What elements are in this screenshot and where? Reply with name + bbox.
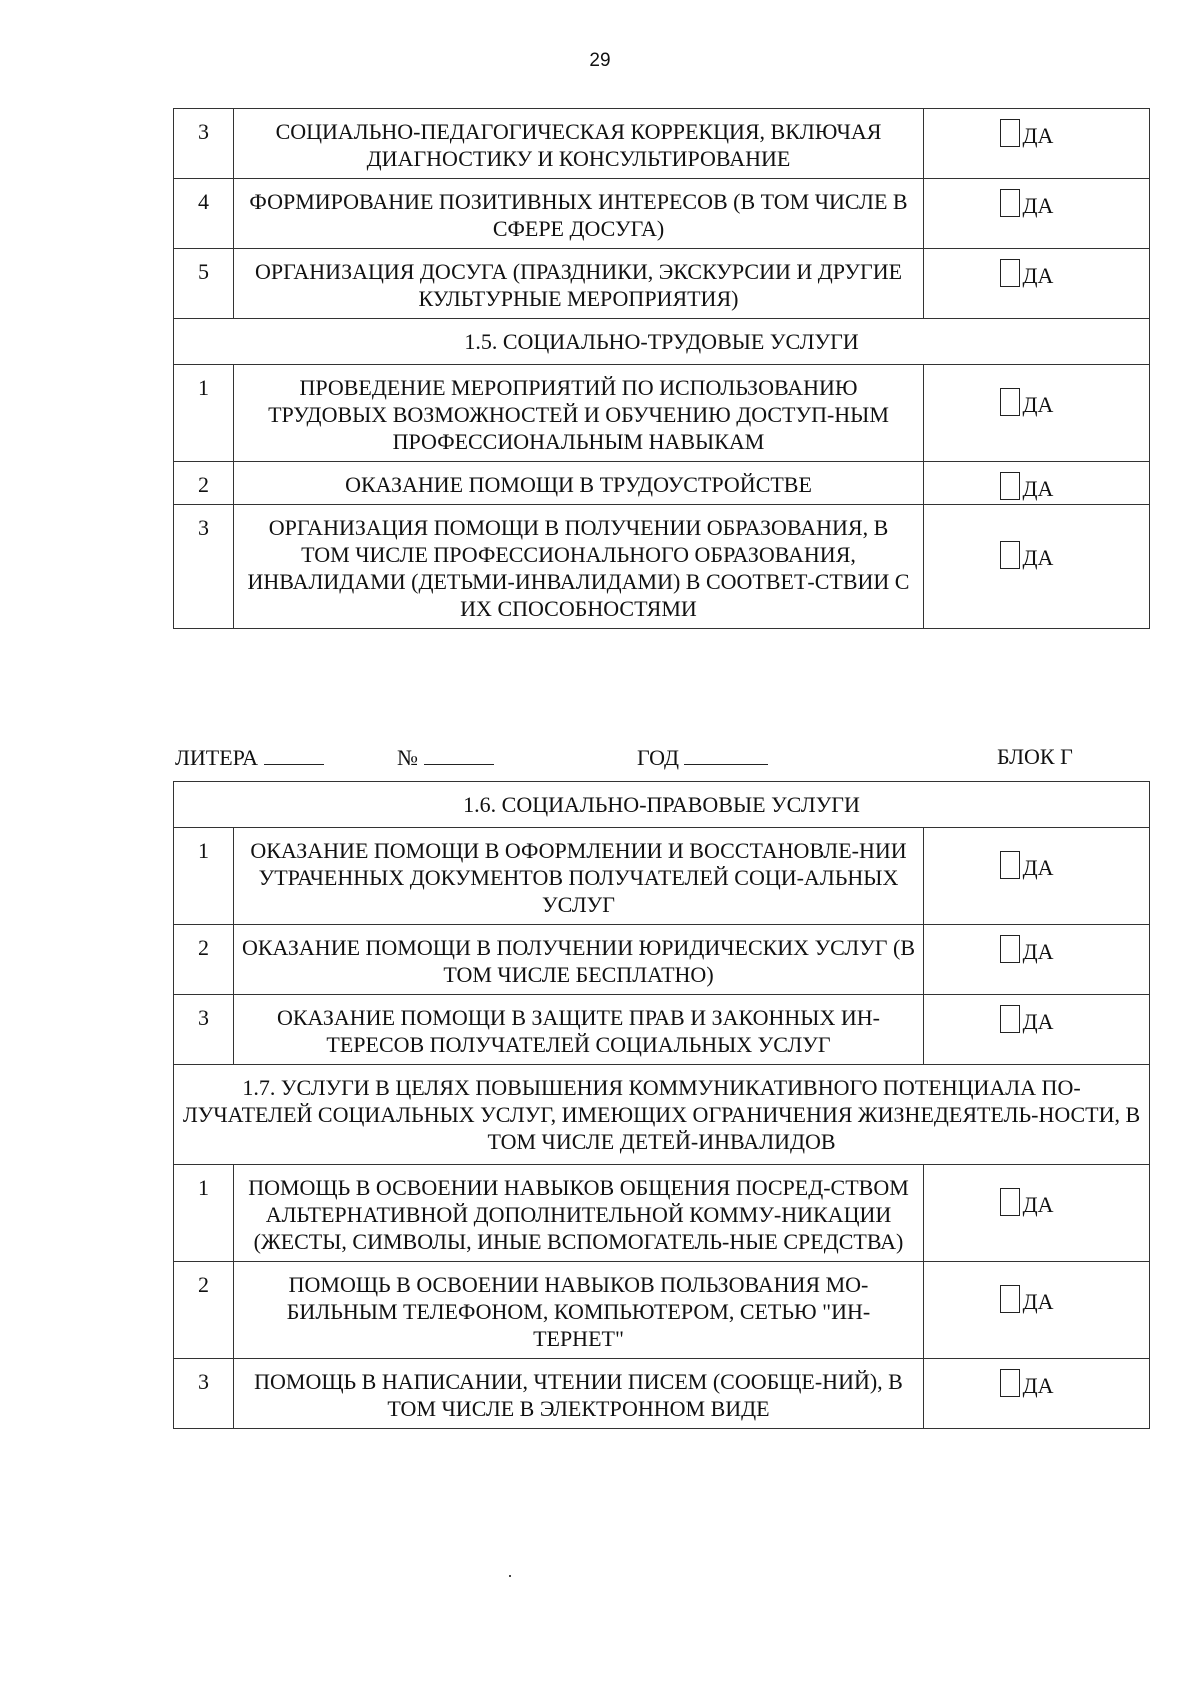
row-number: 3	[174, 1359, 234, 1429]
yes-checkbox-group[interactable]	[904, 189, 1149, 217]
yes-checkbox[interactable]	[1000, 388, 1020, 416]
page-number: 29	[589, 50, 611, 71]
year-field[interactable]	[637, 744, 768, 771]
yes-label: ДА	[1022, 855, 1054, 880]
yes-checkbox[interactable]	[1000, 851, 1020, 879]
yes-checkbox[interactable]	[1000, 1005, 1020, 1033]
section-header-row	[174, 1065, 1150, 1165]
yes-checkbox-group[interactable]	[904, 388, 1149, 416]
yes-checkbox-group[interactable]	[904, 935, 1149, 963]
service-description: СОЦИАЛЬНО-ПЕДАГОГИЧЕСКАЯ КОРРЕКЦИЯ, ВКЛЮЧАЯ ДИАГНОСТИКУ И КОНСУЛЬТИРОВАНИЕ	[234, 109, 924, 179]
yes-checkbox-group[interactable]	[904, 119, 1149, 147]
service-description: ПОМОЩЬ В НАПИСАНИИ, ЧТЕНИИ ПИСЕМ (СООБЩЕ-НИЙ), В ТОМ ЧИСЛЕ В ЭЛЕКТРОННОМ ВИДЕ	[234, 1359, 924, 1429]
answer-cell	[924, 109, 1150, 179]
block-label: БЛОК Г	[997, 744, 1073, 769]
yes-label: ДА	[1022, 1373, 1054, 1398]
service-description: ПОМОЩЬ В ОСВОЕНИИ НАВЫКОВ ОБЩЕНИЯ ПОСРЕД-СТВОМ АЛЬТЕРНАТИВНОЙ ДОПОЛНИТЕЛЬНОЙ КОММУ-НИКАЦИИ (ЖЕСТЫ, СИМВОЛЫ, ИНЫЕ ВСПОМОГАТЕЛЬ-НЫЕ СРЕДСТВА)	[234, 1165, 924, 1262]
answer-cell	[924, 925, 1150, 995]
litera-field[interactable]	[175, 744, 324, 771]
row-number: 2	[174, 925, 234, 995]
litera-label: ЛИТЕРА	[175, 745, 258, 770]
yes-checkbox-group[interactable]	[904, 1369, 1149, 1397]
litera-blank[interactable]	[264, 744, 324, 765]
answer-cell	[924, 365, 1150, 462]
row-number: 2	[174, 462, 234, 505]
service-description: ФОРМИРОВАНИЕ ПОЗИТИВНЫХ ИНТЕРЕСОВ (В ТОМ ЧИСЛЕ В СФЕРЕ ДОСУГА)	[234, 179, 924, 249]
service-row	[174, 365, 1150, 462]
service-description: ОКАЗАНИЕ ПОМОЩИ В ОФОРМЛЕНИИ И ВОССТАНОВЛЕ-НИИ УТРАЧЕННЫХ ДОКУМЕНТОВ ПОЛУЧАТЕЛЕЙ СОЦИ-АЛЬНЫХ УСЛУГ	[234, 828, 924, 925]
yes-label: ДА	[1022, 545, 1054, 570]
services-table-top-body	[174, 109, 1150, 629]
row-number: 3	[174, 505, 234, 629]
row-number: 5	[174, 249, 234, 319]
services-table-top	[173, 108, 1150, 629]
service-row	[174, 828, 1150, 925]
service-description: ОКАЗАНИЕ ПОМОЩИ В ЗАЩИТЕ ПРАВ И ЗАКОННЫХ ИН-ТЕРЕСОВ ПОЛУЧАТЕЛЕЙ СОЦИАЛЬНЫХ УСЛУГ	[234, 995, 924, 1065]
yes-label: ДА	[1022, 1009, 1054, 1034]
answer-cell	[924, 249, 1150, 319]
row-number: 3	[174, 109, 234, 179]
yes-label: ДА	[1022, 476, 1054, 501]
answer-cell	[924, 1165, 1150, 1262]
yes-checkbox-group[interactable]	[904, 541, 1149, 569]
row-number: 3	[174, 995, 234, 1065]
yes-checkbox[interactable]	[1000, 541, 1020, 569]
yes-label: ДА	[1022, 193, 1054, 218]
yes-checkbox-group[interactable]	[904, 851, 1149, 879]
service-description: ПРОВЕДЕНИЕ МЕРОПРИЯТИЙ ПО ИСПОЛЬЗОВАНИЮ ТРУДОВЫХ ВОЗМОЖНОСТЕЙ И ОБУЧЕНИЮ ДОСТУП-НЫМ ПРОФЕССИОНАЛЬНЫМ НАВЫКАМ	[234, 365, 924, 462]
services-table-bottom	[173, 781, 1150, 1429]
service-description: ОКАЗАНИЕ ПОМОЩИ В ПОЛУЧЕНИИ ЮРИДИЧЕСКИХ УСЛУГ (В ТОМ ЧИСЛЕ БЕСПЛАТНО)	[234, 925, 924, 995]
yes-checkbox[interactable]	[1000, 472, 1020, 500]
row-number: 1	[174, 365, 234, 462]
yes-checkbox[interactable]	[1000, 189, 1020, 217]
row-number: 2	[174, 1262, 234, 1359]
section-title: 1.7. УСЛУГИ В ЦЕЛЯХ ПОВЫШЕНИЯ КОММУНИКАТИВНОГО ПОТЕНЦИАЛА ПО-ЛУЧАТЕЛЕЙ СОЦИАЛЬНЫХ УСЛУГ, ИМЕЮЩИХ ОГРАНИЧЕНИЯ ЖИЗНЕДЕЯТЕЛЬ-НОСТИ, В ТОМ ЧИСЛЕ ДЕТЕЙ-ИНВАЛИДОВ	[174, 1065, 1150, 1165]
service-row	[174, 925, 1150, 995]
yes-label: ДА	[1022, 263, 1054, 288]
services-table-bottom-body	[174, 782, 1150, 1429]
yes-label: ДА	[1022, 1289, 1054, 1314]
section-header-row	[174, 782, 1150, 828]
section-header-row	[174, 319, 1150, 365]
year-blank[interactable]	[684, 744, 768, 765]
service-description: ОРГАНИЗАЦИЯ ПОМОЩИ В ПОЛУЧЕНИИ ОБРАЗОВАНИЯ, В ТОМ ЧИСЛЕ ПРОФЕССИОНАЛЬНОГО ОБРАЗОВАНИЯ, ИНВАЛИДАМИ (ДЕТЬМИ-ИНВАЛИДАМИ) В СООТВЕТ-СТВИИ С ИХ СПОСОБНОСТЯМИ	[234, 505, 924, 629]
yes-checkbox[interactable]	[1000, 259, 1020, 287]
service-row	[174, 1165, 1150, 1262]
yes-checkbox[interactable]	[1000, 935, 1020, 963]
yes-checkbox[interactable]	[1000, 1188, 1020, 1216]
service-row	[174, 179, 1150, 249]
service-description: ПОМОЩЬ В ОСВОЕНИИ НАВЫКОВ ПОЛЬЗОВАНИЯ МО-БИЛЬНЫМ ТЕЛЕФОНОМ, КОМПЬЮТЕРОМ, СЕТЬЮ "ИН-ТЕРНЕТ"	[234, 1262, 924, 1359]
yes-checkbox-group[interactable]	[904, 1005, 1149, 1033]
yes-label: ДА	[1022, 123, 1054, 148]
row-number: 1	[174, 828, 234, 925]
yes-checkbox-group[interactable]	[904, 259, 1149, 287]
yes-checkbox-group[interactable]	[904, 472, 1149, 500]
number-label: №	[397, 745, 418, 770]
answer-cell	[924, 505, 1150, 629]
year-label: ГОД	[637, 745, 679, 770]
answer-cell	[924, 462, 1150, 505]
yes-label: ДА	[1022, 392, 1054, 417]
answer-cell	[924, 179, 1150, 249]
section-title: 1.6. СОЦИАЛЬНО-ПРАВОВЫЕ УСЛУГИ	[174, 782, 1150, 828]
yes-label: ДА	[1022, 939, 1054, 964]
document-meta-line	[175, 744, 1087, 774]
section-title: 1.5. СОЦИАЛЬНО-ТРУДОВЫЕ УСЛУГИ	[174, 319, 1150, 365]
row-number: 4	[174, 179, 234, 249]
service-row	[174, 462, 1150, 505]
yes-checkbox-group[interactable]	[904, 1188, 1149, 1216]
service-description: ОРГАНИЗАЦИЯ ДОСУГА (ПРАЗДНИКИ, ЭКСКУРСИИ И ДРУГИЕ КУЛЬТУРНЫЕ МЕРОПРИЯТИЯ)	[234, 249, 924, 319]
service-row	[174, 1262, 1150, 1359]
yes-label: ДА	[1022, 1192, 1054, 1217]
yes-checkbox[interactable]	[1000, 119, 1020, 147]
answer-cell	[924, 828, 1150, 925]
row-number: 1	[174, 1165, 234, 1262]
service-row	[174, 505, 1150, 629]
service-row	[174, 995, 1150, 1065]
service-row	[174, 109, 1150, 179]
yes-checkbox[interactable]	[1000, 1285, 1020, 1313]
yes-checkbox-group[interactable]	[904, 1285, 1149, 1313]
answer-cell	[924, 995, 1150, 1065]
number-field[interactable]	[397, 744, 494, 771]
service-row	[174, 1359, 1150, 1429]
yes-checkbox[interactable]	[1000, 1369, 1020, 1397]
number-blank[interactable]	[424, 744, 494, 765]
scan-dot	[509, 1575, 511, 1577]
service-row	[174, 249, 1150, 319]
answer-cell	[924, 1262, 1150, 1359]
service-description: ОКАЗАНИЕ ПОМОЩИ В ТРУДОУСТРОЙСТВЕ	[234, 462, 924, 505]
answer-cell	[924, 1359, 1150, 1429]
